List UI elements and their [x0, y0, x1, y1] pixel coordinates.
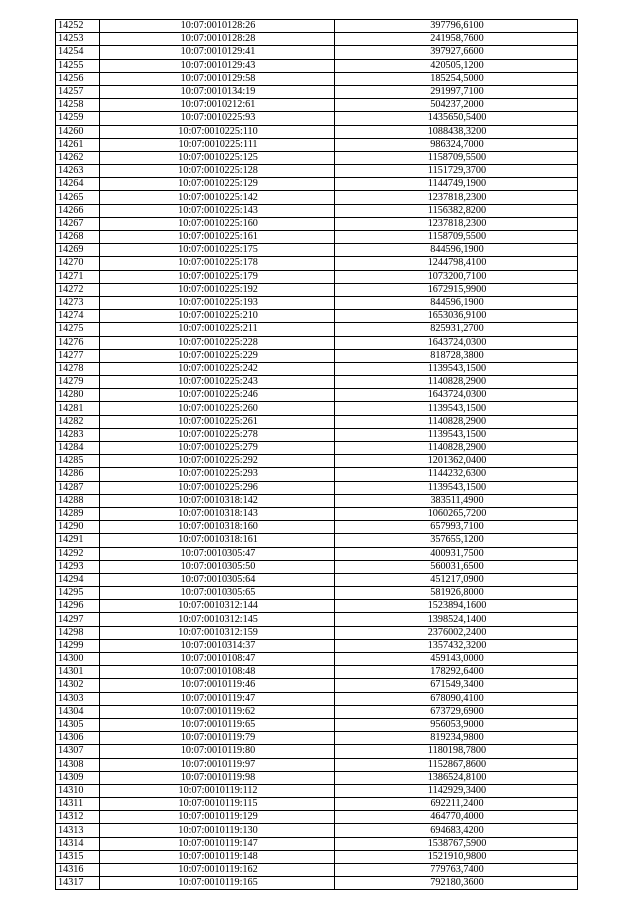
cadastral-number-cell: 10:07:0010119:129	[100, 811, 335, 824]
value-cell: 241958,7600	[335, 33, 578, 46]
row-number-cell: 14281	[56, 402, 100, 415]
table-row	[56, 877, 578, 890]
value-cell: 779763,7400	[335, 864, 578, 877]
table-row	[56, 323, 578, 336]
table-row	[56, 349, 578, 362]
cadastral-number-cell: 10:07:0010225:179	[100, 270, 335, 283]
value-cell: 1521910,9800	[335, 850, 578, 863]
value-cell: 818728,3800	[335, 349, 578, 362]
row-number-cell: 14311	[56, 798, 100, 811]
table-row	[56, 257, 578, 270]
table-row	[56, 204, 578, 217]
value-cell: 1180198,7800	[335, 745, 578, 758]
value-cell: 1244798,4100	[335, 257, 578, 270]
table-row	[56, 217, 578, 230]
cadastral-number-cell: 10:07:0010119:65	[100, 718, 335, 731]
table-row	[56, 771, 578, 784]
value-cell: 1672915,9900	[335, 283, 578, 296]
table-row	[56, 521, 578, 534]
value-cell: 1538767,5900	[335, 837, 578, 850]
row-number-cell: 14278	[56, 362, 100, 375]
cadastral-number-cell: 10:07:0010119:97	[100, 758, 335, 771]
row-number-cell: 14286	[56, 468, 100, 481]
table-row	[56, 626, 578, 639]
table-row	[56, 784, 578, 797]
table-row	[56, 125, 578, 138]
value-cell: 383511,4900	[335, 494, 578, 507]
row-number-cell: 14258	[56, 99, 100, 112]
cadastral-number-cell: 10:07:0010119:62	[100, 705, 335, 718]
value-cell: 1140828,2900	[335, 442, 578, 455]
value-cell: 1140828,2900	[335, 376, 578, 389]
cadastral-number-cell: 10:07:0010318:161	[100, 534, 335, 547]
value-cell: 1060265,7200	[335, 507, 578, 520]
cadastral-number-cell: 10:07:0010119:98	[100, 771, 335, 784]
table-row	[56, 560, 578, 573]
table-row	[56, 705, 578, 718]
cadastral-number-cell: 10:07:0010305:64	[100, 573, 335, 586]
table-row	[56, 33, 578, 46]
cadastral-number-cell: 10:07:0010119:115	[100, 798, 335, 811]
table-row	[56, 59, 578, 72]
cadastral-number-cell: 10:07:0010225:296	[100, 481, 335, 494]
value-cell: 560031,6500	[335, 560, 578, 573]
value-cell: 2376002,2400	[335, 626, 578, 639]
table-row	[56, 507, 578, 520]
cadastral-number-cell: 10:07:0010225:211	[100, 323, 335, 336]
row-number-cell: 14312	[56, 811, 100, 824]
cadastral-number-cell: 10:07:0010225:229	[100, 349, 335, 362]
cadastral-number-cell: 10:07:0010225:142	[100, 191, 335, 204]
table-row	[56, 573, 578, 586]
row-number-cell: 14309	[56, 771, 100, 784]
value-cell: 1523894,1600	[335, 600, 578, 613]
row-number-cell: 14279	[56, 376, 100, 389]
table-row	[56, 389, 578, 402]
cadastral-number-cell: 10:07:0010318:160	[100, 521, 335, 534]
cadastral-number-cell: 10:07:0010225:228	[100, 336, 335, 349]
table-row	[56, 85, 578, 98]
row-number-cell: 14310	[56, 784, 100, 797]
value-cell: 1152867,8600	[335, 758, 578, 771]
row-number-cell: 14283	[56, 428, 100, 441]
cadastral-number-cell: 10:07:0010225:293	[100, 468, 335, 481]
table-row	[56, 442, 578, 455]
value-cell: 1144749,1900	[335, 178, 578, 191]
cadastral-number-cell: 10:07:0010119:79	[100, 732, 335, 745]
row-number-cell: 14259	[56, 112, 100, 125]
value-cell: 1158709,5500	[335, 231, 578, 244]
row-number-cell: 14257	[56, 85, 100, 98]
cadastral-number-cell: 10:07:0010129:41	[100, 46, 335, 59]
table-row	[56, 270, 578, 283]
row-number-cell: 14315	[56, 850, 100, 863]
value-cell: 397796,6100	[335, 20, 578, 33]
table-row	[56, 231, 578, 244]
row-number-cell: 14270	[56, 257, 100, 270]
value-cell: 420505,1200	[335, 59, 578, 72]
cadastral-number-cell: 10:07:0010119:47	[100, 692, 335, 705]
row-number-cell: 14280	[56, 389, 100, 402]
cadastral-number-cell: 10:07:0010225:178	[100, 257, 335, 270]
cadastral-number-cell: 10:07:0010119:112	[100, 784, 335, 797]
cadastral-number-cell: 10:07:0010225:210	[100, 310, 335, 323]
value-cell: 357655,1200	[335, 534, 578, 547]
table-row	[56, 494, 578, 507]
value-cell: 504237,2000	[335, 99, 578, 112]
value-cell: 1158709,5500	[335, 151, 578, 164]
row-number-cell: 14290	[56, 521, 100, 534]
table-row	[56, 613, 578, 626]
row-number-cell: 14316	[56, 864, 100, 877]
value-cell: 1139543,1500	[335, 402, 578, 415]
row-number-cell: 14282	[56, 415, 100, 428]
row-number-cell: 14305	[56, 718, 100, 731]
cadastral-number-cell: 10:07:0010225:129	[100, 178, 335, 191]
table-row	[56, 455, 578, 468]
value-cell: 1643724,0300	[335, 389, 578, 402]
value-cell: 1140828,2900	[335, 415, 578, 428]
table-row	[56, 20, 578, 33]
row-number-cell: 14260	[56, 125, 100, 138]
cadastral-number-cell: 10:07:0010129:58	[100, 72, 335, 85]
cadastral-number-cell: 10:07:0010225:260	[100, 402, 335, 415]
cadastral-number-cell: 10:07:0010225:246	[100, 389, 335, 402]
value-cell: 1435650,5400	[335, 112, 578, 125]
row-number-cell: 14287	[56, 481, 100, 494]
table-row	[56, 336, 578, 349]
cadastral-number-cell: 10:07:0010119:147	[100, 837, 335, 850]
row-number-cell: 14255	[56, 59, 100, 72]
row-number-cell: 14277	[56, 349, 100, 362]
cadastral-number-cell: 10:07:0010119:162	[100, 864, 335, 877]
table-row	[56, 811, 578, 824]
cadastral-number-cell: 10:07:0010225:261	[100, 415, 335, 428]
value-cell: 694683,4200	[335, 824, 578, 837]
table-row	[56, 138, 578, 151]
value-cell: 1643724,0300	[335, 336, 578, 349]
table-row	[56, 72, 578, 85]
value-cell: 464770,4000	[335, 811, 578, 824]
row-number-cell: 14288	[56, 494, 100, 507]
value-cell: 692211,2400	[335, 798, 578, 811]
row-number-cell: 14289	[56, 507, 100, 520]
cadastral-number-cell: 10:07:0010128:28	[100, 33, 335, 46]
row-number-cell: 14263	[56, 165, 100, 178]
table-row	[56, 864, 578, 877]
table-body	[56, 20, 578, 890]
table-row	[56, 151, 578, 164]
cadastral-number-cell: 10:07:0010108:48	[100, 666, 335, 679]
table-row	[56, 600, 578, 613]
value-cell: 451217,0900	[335, 573, 578, 586]
table-row	[56, 415, 578, 428]
value-cell: 844596,1900	[335, 296, 578, 309]
cadastral-number-cell: 10:07:0010225:93	[100, 112, 335, 125]
value-cell: 178292,6400	[335, 666, 578, 679]
table-row	[56, 745, 578, 758]
row-number-cell: 14295	[56, 587, 100, 600]
value-cell: 1398524,1400	[335, 613, 578, 626]
row-number-cell: 14303	[56, 692, 100, 705]
row-number-cell: 14291	[56, 534, 100, 547]
row-number-cell: 14271	[56, 270, 100, 283]
cadastral-number-cell: 10:07:0010225:143	[100, 204, 335, 217]
cadastral-number-cell: 10:07:0010312:144	[100, 600, 335, 613]
cadastral-number-cell: 10:07:0010318:142	[100, 494, 335, 507]
table-row	[56, 679, 578, 692]
cadastral-value-table	[55, 19, 578, 890]
value-cell: 1237818,2300	[335, 217, 578, 230]
table-row	[56, 639, 578, 652]
cadastral-number-cell: 10:07:0010305:65	[100, 587, 335, 600]
value-cell: 1139543,1500	[335, 428, 578, 441]
value-cell: 1088438,3200	[335, 125, 578, 138]
value-cell: 657993,7100	[335, 521, 578, 534]
row-number-cell: 14268	[56, 231, 100, 244]
table-row	[56, 296, 578, 309]
value-cell: 1357432,3200	[335, 639, 578, 652]
row-number-cell: 14298	[56, 626, 100, 639]
cadastral-number-cell: 10:07:0010225:175	[100, 244, 335, 257]
value-cell: 397927,6600	[335, 46, 578, 59]
row-number-cell: 14313	[56, 824, 100, 837]
value-cell: 1653036,9100	[335, 310, 578, 323]
cadastral-number-cell: 10:07:0010225:279	[100, 442, 335, 455]
cadastral-number-cell: 10:07:0010225:243	[100, 376, 335, 389]
value-cell: 1237818,2300	[335, 191, 578, 204]
table-row	[56, 653, 578, 666]
cadastral-number-cell: 10:07:0010212:61	[100, 99, 335, 112]
value-cell: 1386524,8100	[335, 771, 578, 784]
cadastral-number-cell: 10:07:0010312:145	[100, 613, 335, 626]
table-row	[56, 587, 578, 600]
row-number-cell: 14294	[56, 573, 100, 586]
row-number-cell: 14302	[56, 679, 100, 692]
cadastral-number-cell: 10:07:0010305:47	[100, 547, 335, 560]
cadastral-number-cell: 10:07:0010225:111	[100, 138, 335, 151]
cadastral-number-cell: 10:07:0010225:161	[100, 231, 335, 244]
row-number-cell: 14274	[56, 310, 100, 323]
row-number-cell: 14266	[56, 204, 100, 217]
table-row	[56, 692, 578, 705]
value-cell: 1142929,3400	[335, 784, 578, 797]
value-cell: 1144232,6300	[335, 468, 578, 481]
row-number-cell: 14285	[56, 455, 100, 468]
value-cell: 400931,7500	[335, 547, 578, 560]
value-cell: 986324,7000	[335, 138, 578, 151]
row-number-cell: 14276	[56, 336, 100, 349]
table-row	[56, 376, 578, 389]
row-number-cell: 14301	[56, 666, 100, 679]
table-row	[56, 362, 578, 375]
table-row	[56, 310, 578, 323]
row-number-cell: 14284	[56, 442, 100, 455]
row-number-cell: 14273	[56, 296, 100, 309]
table-row	[56, 112, 578, 125]
cadastral-number-cell: 10:07:0010119:130	[100, 824, 335, 837]
row-number-cell: 14269	[56, 244, 100, 257]
table-row	[56, 99, 578, 112]
cadastral-number-cell: 10:07:0010225:242	[100, 362, 335, 375]
value-cell: 1151729,3700	[335, 165, 578, 178]
cadastral-number-cell: 10:07:0010225:278	[100, 428, 335, 441]
value-cell: 956053,9000	[335, 718, 578, 731]
cadastral-number-cell: 10:07:0010225:192	[100, 283, 335, 296]
row-number-cell: 14262	[56, 151, 100, 164]
value-cell: 185254,5000	[335, 72, 578, 85]
value-cell: 291997,7100	[335, 85, 578, 98]
value-cell: 671549,3400	[335, 679, 578, 692]
cadastral-number-cell: 10:07:0010225:128	[100, 165, 335, 178]
table-row	[56, 481, 578, 494]
value-cell: 1139543,1500	[335, 362, 578, 375]
table-row	[56, 244, 578, 257]
cadastral-number-cell: 10:07:0010129:43	[100, 59, 335, 72]
table-row	[56, 837, 578, 850]
value-cell: 1156382,8200	[335, 204, 578, 217]
value-cell: 1201362,0400	[335, 455, 578, 468]
cadastral-number-cell: 10:07:0010225:110	[100, 125, 335, 138]
table-row	[56, 718, 578, 731]
value-cell: 581926,8000	[335, 587, 578, 600]
row-number-cell: 14307	[56, 745, 100, 758]
row-number-cell: 14261	[56, 138, 100, 151]
cadastral-number-cell: 10:07:0010318:143	[100, 507, 335, 520]
row-number-cell: 14256	[56, 72, 100, 85]
value-cell: 792180,3600	[335, 877, 578, 890]
row-number-cell: 14296	[56, 600, 100, 613]
cadastral-number-cell: 10:07:0010128:26	[100, 20, 335, 33]
row-number-cell: 14317	[56, 877, 100, 890]
row-number-cell: 14265	[56, 191, 100, 204]
table-row	[56, 468, 578, 481]
table-row	[56, 402, 578, 415]
row-number-cell: 14264	[56, 178, 100, 191]
cadastral-number-cell: 10:07:0010134:19	[100, 85, 335, 98]
cadastral-number-cell: 10:07:0010305:50	[100, 560, 335, 573]
table-row	[56, 191, 578, 204]
table-row	[56, 165, 578, 178]
value-cell: 819234,9800	[335, 732, 578, 745]
row-number-cell: 14275	[56, 323, 100, 336]
row-number-cell: 14297	[56, 613, 100, 626]
table-row	[56, 798, 578, 811]
row-number-cell: 14300	[56, 653, 100, 666]
row-number-cell: 14314	[56, 837, 100, 850]
cadastral-number-cell: 10:07:0010312:159	[100, 626, 335, 639]
cadastral-number-cell: 10:07:0010225:193	[100, 296, 335, 309]
row-number-cell: 14299	[56, 639, 100, 652]
cadastral-number-cell: 10:07:0010119:80	[100, 745, 335, 758]
row-number-cell: 14253	[56, 33, 100, 46]
value-cell: 844596,1900	[335, 244, 578, 257]
cadastral-number-cell: 10:07:0010314:37	[100, 639, 335, 652]
cadastral-number-cell: 10:07:0010119:148	[100, 850, 335, 863]
value-cell: 673729,6900	[335, 705, 578, 718]
table-row	[56, 534, 578, 547]
value-cell: 678090,4100	[335, 692, 578, 705]
row-number-cell: 14306	[56, 732, 100, 745]
row-number-cell: 14252	[56, 20, 100, 33]
cadastral-number-cell: 10:07:0010119:46	[100, 679, 335, 692]
table-row	[56, 824, 578, 837]
row-number-cell: 14272	[56, 283, 100, 296]
row-number-cell: 14308	[56, 758, 100, 771]
cadastral-number-cell: 10:07:0010225:125	[100, 151, 335, 164]
value-cell: 1139543,1500	[335, 481, 578, 494]
value-cell: 825931,2700	[335, 323, 578, 336]
row-number-cell: 14254	[56, 46, 100, 59]
table-row	[56, 178, 578, 191]
table-row	[56, 46, 578, 59]
cadastral-number-cell: 10:07:0010119:165	[100, 877, 335, 890]
row-number-cell: 14304	[56, 705, 100, 718]
table-row	[56, 666, 578, 679]
table-row	[56, 850, 578, 863]
value-cell: 459143,0000	[335, 653, 578, 666]
table-row	[56, 758, 578, 771]
table-row	[56, 283, 578, 296]
cadastral-number-cell: 10:07:0010225:160	[100, 217, 335, 230]
row-number-cell: 14292	[56, 547, 100, 560]
table-row	[56, 732, 578, 745]
table-row	[56, 428, 578, 441]
row-number-cell: 14267	[56, 217, 100, 230]
cadastral-number-cell: 10:07:0010108:47	[100, 653, 335, 666]
table-row	[56, 547, 578, 560]
row-number-cell: 14293	[56, 560, 100, 573]
cadastral-number-cell: 10:07:0010225:292	[100, 455, 335, 468]
value-cell: 1073200,7100	[335, 270, 578, 283]
